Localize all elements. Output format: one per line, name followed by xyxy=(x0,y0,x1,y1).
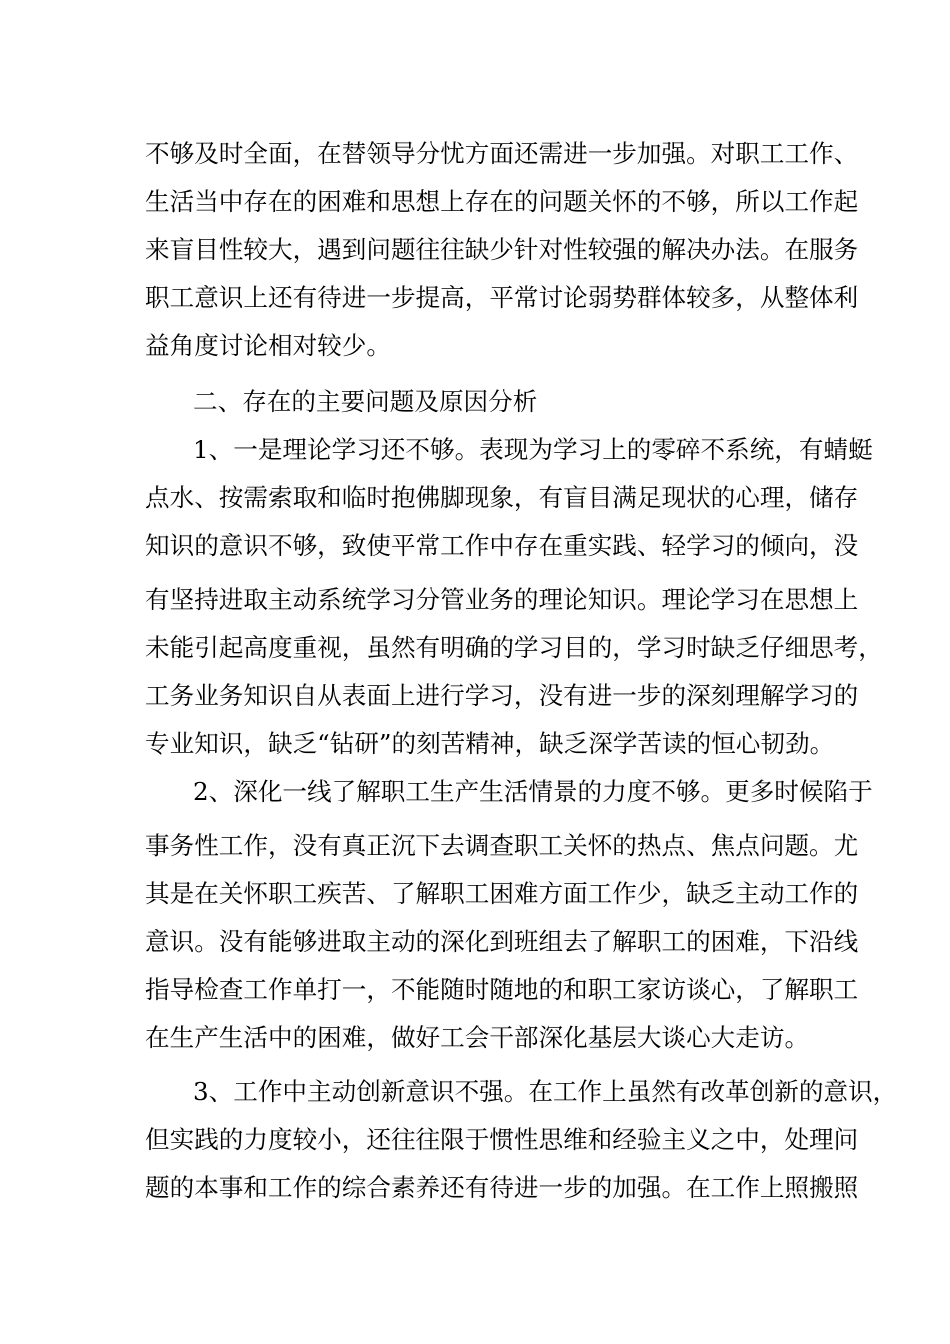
paragraph-line: 有坚持进取主动系统学习分管业务的理论知识。理论学习在思想上 xyxy=(145,585,859,614)
paragraph-line: 生活当中存在的困难和思想上存在的问题关怀的不够，所以工作起 xyxy=(145,187,859,216)
paragraph-line: 益角度讨论相对较少。 xyxy=(145,331,391,360)
paragraph-line: 指导检查工作单打一，不能随时随地的和职工家访谈心，了解职工 xyxy=(145,975,859,1004)
paragraph-line: 未能引起高度重视，虽然有明确的学习目的，学习时缺乏仔细思考， xyxy=(145,633,883,662)
paragraph-line: 不够及时全面，在替领导分忧方面还需进一步加强。对职工工作、 xyxy=(145,139,859,168)
paragraph-line: 在生产生活中的困难，做好工会干部深化基层大谈心大走访。 xyxy=(145,1023,810,1052)
paragraph-line: 题的本事和工作的综合素养还有待进一步的加强。在工作上照搬照 xyxy=(145,1173,859,1202)
paragraph-line: 知识的意识不够，致使平常工作中存在重实践、轻学习的倾向，没 xyxy=(145,531,859,560)
paragraph-line: 点水、按需索取和临时抱佛脚现象，有盲目满足现状的心理，储存 xyxy=(145,483,859,512)
section-heading: 二、存在的主要问题及原因分析 xyxy=(193,387,538,416)
paragraph-line: 职工意识上还有待进一步提高，平常讨论弱势群体较多，从整体利 xyxy=(145,283,859,312)
paragraph-line: 但实践的力度较小，还往往限于惯性思维和经验主义之中，处理问 xyxy=(145,1125,859,1154)
paragraph-line: 专业知识，缺乏“钻研”的刻苦精神，缺乏深学苦读的恒心韧劲。 xyxy=(145,729,835,758)
paragraph-line: 工务业务知识自从表面上进行学习，没有进一步的深刻理解学习的 xyxy=(145,681,859,710)
paragraph-line: 2、深化一线了解职工生产生活情景的力度不够。更多时候陷于 xyxy=(193,777,873,806)
paragraph-line: 意识。没有能够进取主动的深化到班组去了解职工的困难，下沿线 xyxy=(145,927,859,956)
paragraph-line: 来盲目性较大，遇到问题往往缺少针对性较强的解决办法。在服务 xyxy=(145,235,859,264)
paragraph-line: 其是在关怀职工疾苦、了解职工困难方面工作少，缺乏主动工作的 xyxy=(145,879,859,908)
paragraph-line: 3、工作中主动创新意识不强。在工作上虽然有改革创新的意识， xyxy=(193,1077,898,1106)
paragraph-line: 事务性工作，没有真正沉下去调查职工关怀的热点、焦点问题。尤 xyxy=(145,831,859,860)
paragraph-line: 1、一是理论学习还不够。表现为学习上的零碎不系统，有蜻蜓 xyxy=(193,435,873,464)
